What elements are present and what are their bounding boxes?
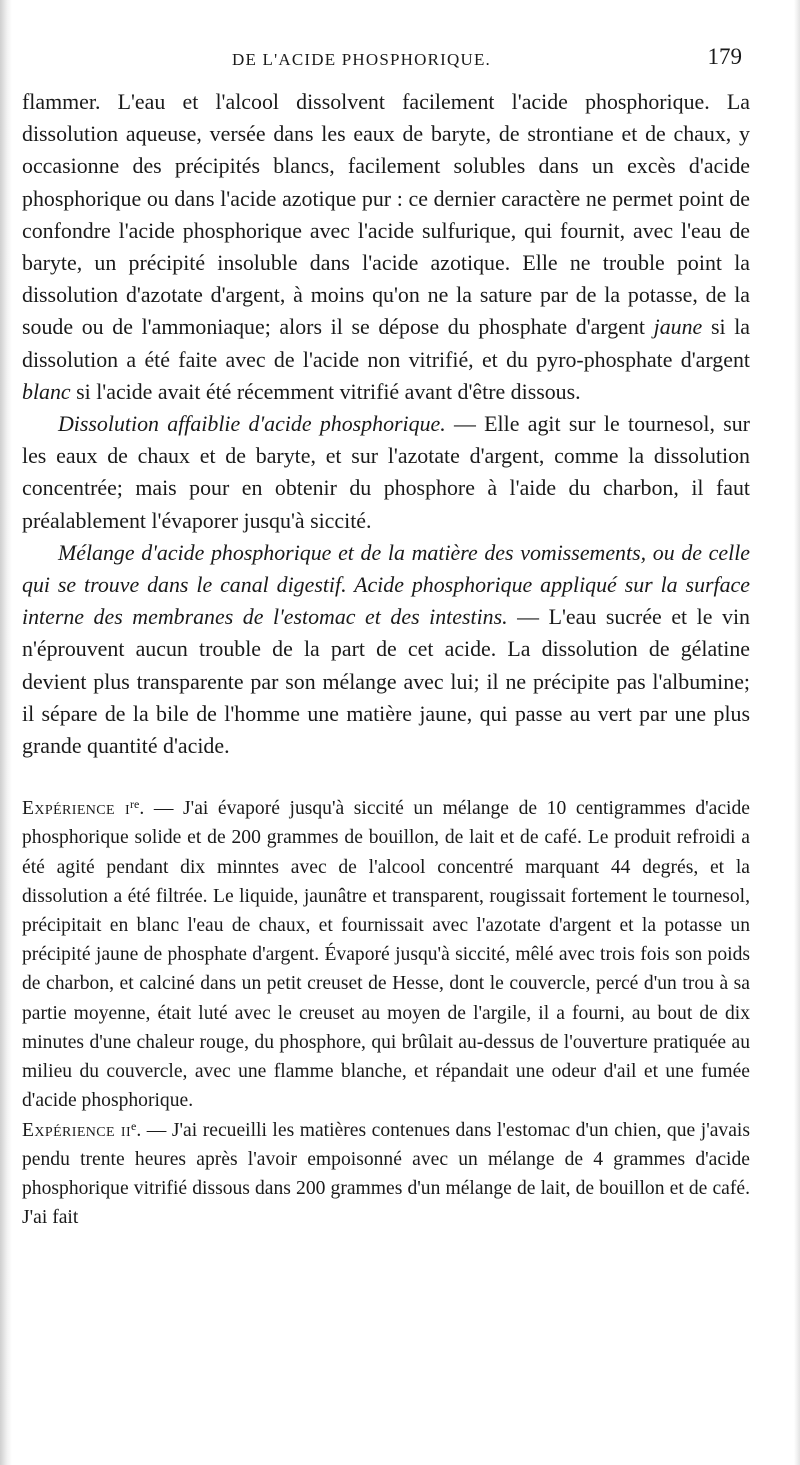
experiment-text: . — J'ai évaporé jusqu'à siccité un mélange de 10 centigrammes d'acide phosphorique solide et de 200 grammes de bouillon, de lait et de café. Le produit refroidi a été agité pendant dix minntes avec de l'alcool concentré marquant 44 degrés, et la dissolution a été filtrée. Le liquide, jaunâtre et transparent, rougissait fortement le tournesol, précipitait en blanc l'eau de chaux, et fournissait avec l'azotate d'argent et la potasse un précipité jaune de phosphate d'argent. Évaporé jusqu'à siccité, mêlé avec trois fois son poids de charbon, et calciné dans un petit creuset de Hesse, dont le couvercle, percé d'un trou à sa partie moyenne, était luté avec le creuset au moyen de l'argile, il a fourni, au bout de dix minutes d'une chaleur rouge, du phosphore, qui brûlait au-dessus de l'ouverture pratiquée au milieu du couvercle, avec une flamme blanche, et répandait une odeur d'ail et une fumée d'acide phosphorique. — [22, 798, 750, 1112]
main-text-block — [22, 86, 750, 762]
italic-word-jaune: jaune — [653, 314, 703, 340]
section-heading-italic: Mélange d'acide phosphorique et de la matière des vomissements, ou de celle qui se trouve dans le canal digestif. Acide phosphorique appliqué sur la surface interne des membranes de l'estomac et des intestins. — [22, 539, 750, 630]
running-header — [22, 42, 750, 86]
paragraph-text: — Elle agit sur le tournesol, sur les eaux de chaux et de baryte, et sur l'azotate d'argent, comme la dissolution concentrée; mais pour en obtenir du phosphore à l'aide du charbon, il faut préalablement l'évaporer jusqu'à siccité. — [22, 411, 750, 533]
page-gutter-shadow — [0, 0, 12, 1465]
experiment-ordinal: re — [130, 797, 140, 812]
experiment-ordinal: e — [131, 1118, 137, 1133]
paragraph-text: si la dissolution a été faite avec de l'acide non vitrifié, et du pyro-phosphate d'argent — [22, 314, 750, 372]
page-number: 179 — [707, 44, 742, 69]
experiment-label: Expérience ii — [22, 1119, 132, 1141]
italic-word-blanc: blanc — [22, 378, 71, 404]
paragraph-text: si l'acide avait été récemment vitrifié avant d'être dissous. — [76, 378, 581, 404]
experiments-block — [22, 794, 750, 1232]
page-right-edge — [794, 0, 800, 1465]
running-head-title: DE L'ACIDE PHOSPHORIQUE. — [232, 50, 492, 69]
book-page — [22, 42, 750, 1232]
paragraph-text: flammer. L'eau et l'alcool dissolvent facilement l'acide phosphorique. La dissolution aqueuse, versée dans les eaux de baryte, de strontiane et de chaux, y occasionne des précipités blancs, facilement solubles dans un excès d'acide phosphorique ou dans l'acide azotique pur : ce dernier caractère ne permet point de confondre l'acide phosphorique avec l'acide sulfurique, qui fournit, avec l'eau de baryte, un précipité insoluble dans l'acide azotique. Elle ne trouble point la dissolution d'azotate d'argent, à moins qu'on ne la sature par de la potasse, de la soude ou de l'ammoniaque; alors il se dépose du phosphate d'argent — [22, 89, 750, 340]
experiment-label: Expérience i — [22, 798, 131, 820]
experiment-text: . — J'ai recueilli les matières contenues dans l'estomac d'un chien, que j'avais pendu trente heures après l'avoir empoisonné avec un mélange de 4 grammes d'acide phosphorique vitrifié dissous dans 200 grammes d'un mélange de lait, de bouillon et de café. J'ai fait — [22, 1119, 750, 1229]
section-heading-italic: Dissolution affaiblie d'acide phosphorique. — [58, 411, 446, 437]
experiment-2 — [22, 1116, 750, 1233]
paragraph-melange — [22, 537, 750, 762]
paragraph-dissolution-affaiblie — [22, 408, 750, 537]
experiment-1 — [22, 794, 750, 1115]
paragraph-continuation — [22, 86, 750, 408]
paragraph-text: — L'eau sucrée et le vin n'éprouvent aucun trouble de la part de cet acide. La dissolution de gélatine devient plus transparente par son mélange avec lui; il ne précipite pas l'albumine; il sépare de la bile de l'homme une matière jaune, qui passe au vert par une plus grande quantité d'acide. — [22, 604, 750, 759]
